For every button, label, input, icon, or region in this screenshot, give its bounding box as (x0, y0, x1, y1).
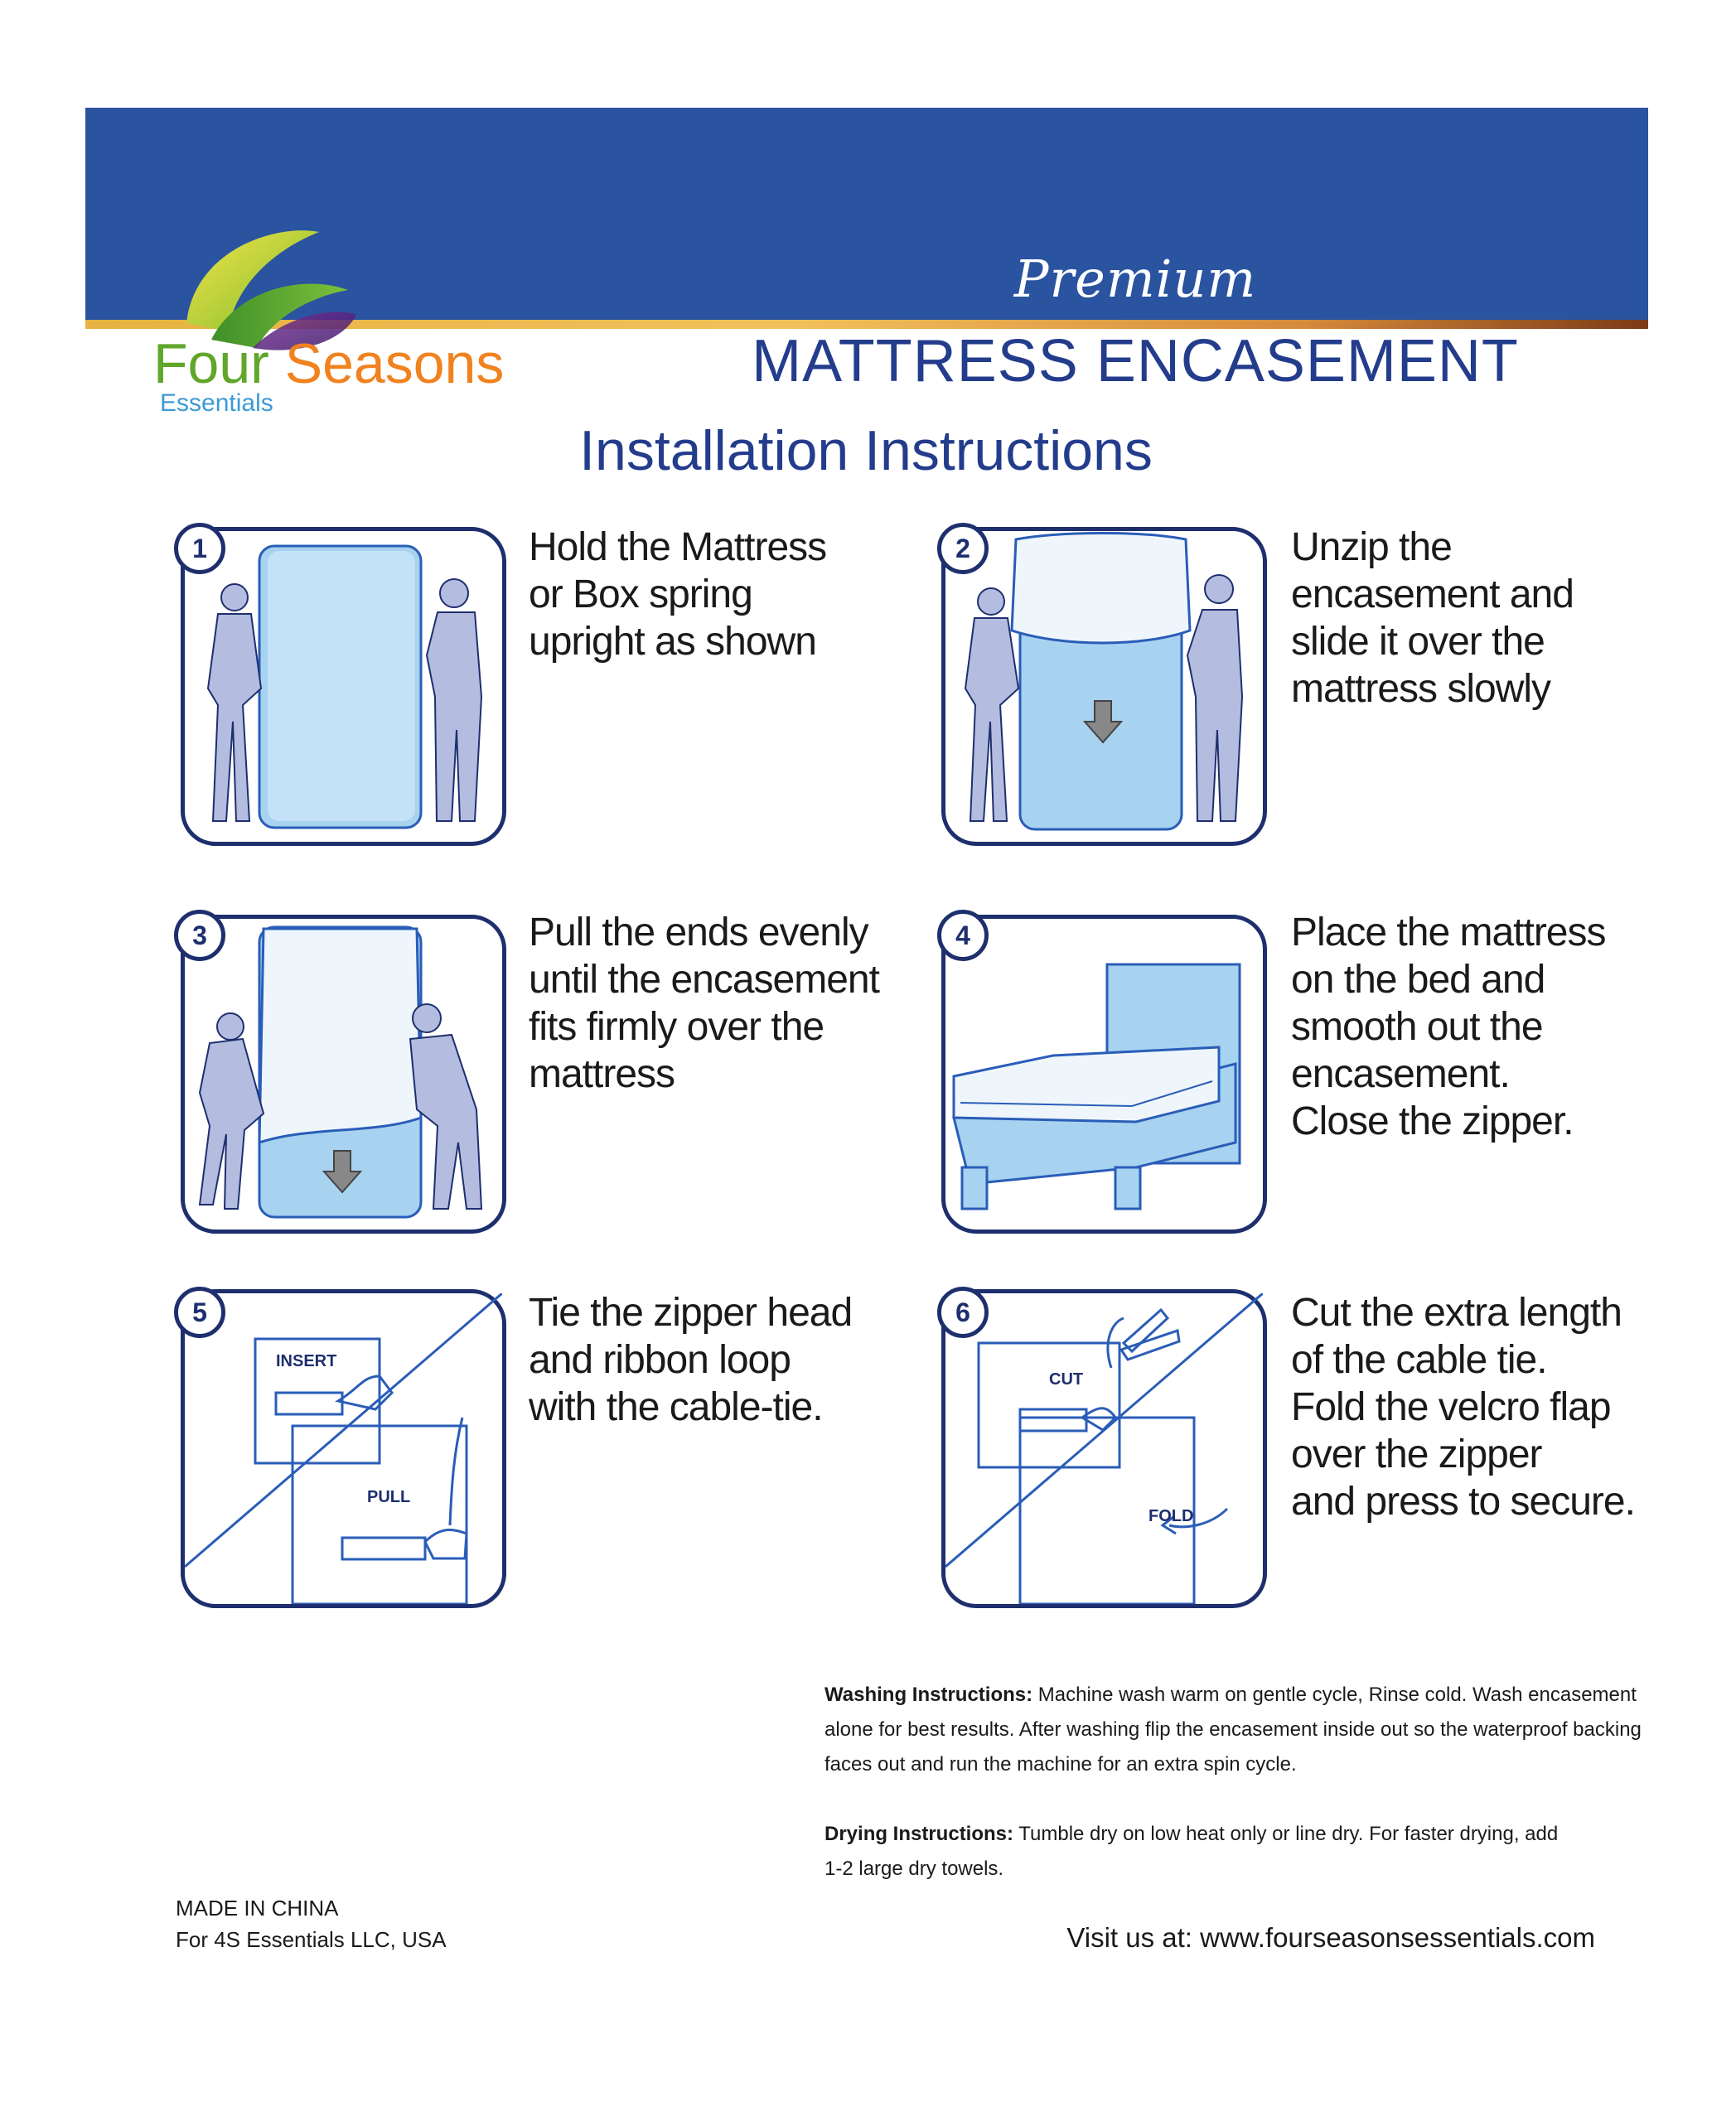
step-2-line-3: slide it over the (1291, 620, 1545, 664)
brand-word-four: Four (153, 332, 269, 395)
zipper-cable-tie-icon (185, 1293, 502, 1604)
step-5-text (529, 1289, 893, 1431)
step-3-number-badge: 3 (174, 910, 225, 961)
washing-line-1 (824, 1678, 1637, 1713)
drying-text-1: Tumble dry on low heat only or line dry. For faster drying, add (1018, 1823, 1559, 1845)
washing-line-2: alone for best results. After washing flip the encasement inside out so the waterproof backing (824, 1718, 1642, 1741)
step-4-line-2: on the bed and (1291, 958, 1545, 1002)
brand-subtitle: Essentials (160, 389, 273, 417)
insert-label: INSERT (276, 1352, 337, 1370)
step-5-line-2: and ribbon loop (529, 1338, 791, 1382)
step-3-line-1: Pull the ends evenly (529, 911, 868, 954)
washing-text-1: Machine wash warm on gentle cycle, Rinse cold. Wash encasement (1037, 1684, 1637, 1706)
brand-word-seasons: Seasons (284, 332, 505, 395)
couple-pulling-encasement-icon (185, 919, 502, 1230)
step-4-line-3: smooth out the (1291, 1005, 1543, 1049)
page-heading: Installation Instructions (579, 419, 1153, 482)
step-1-card (181, 527, 506, 846)
washing-label: Washing Instructions: (824, 1684, 1033, 1706)
step-5-number-badge: 5 (174, 1287, 225, 1338)
brand-logo (153, 215, 526, 423)
step-3-text (529, 909, 893, 1098)
bed-with-mattress-icon (945, 919, 1263, 1230)
washing-instructions (824, 1678, 1642, 1782)
step-3-card (181, 915, 506, 1234)
step-5-card (181, 1289, 506, 1608)
step-2-card (941, 527, 1267, 846)
made-in-label: MADE IN CHINA (176, 1896, 339, 1920)
step-6-card (941, 1289, 1267, 1608)
step-1-line-2: or Box spring (529, 573, 752, 616)
scissors-velcro-flap-icon (945, 1293, 1263, 1604)
step-1-line-3: upright as shown (529, 620, 816, 664)
step-2-line-1: Unzip the (1291, 525, 1452, 569)
drying-label: Drying Instructions: (824, 1823, 1014, 1845)
step-1-line-1: Hold the Mattress (529, 525, 827, 569)
website-link[interactable]: Visit us at: www.fourseasonsessentials.com (1066, 1922, 1595, 1953)
step-2-text (1291, 524, 1656, 713)
step-2-line-4: mattress slowly (1291, 667, 1551, 711)
step-6-line-1: Cut the extra length (1291, 1291, 1622, 1335)
step-4-card (941, 915, 1267, 1234)
step-1-text (529, 524, 893, 665)
step-3-line-4: mattress (529, 1052, 675, 1096)
step-6-number-badge: 6 (937, 1287, 989, 1338)
step-4-line-1: Place the mattress (1291, 911, 1606, 954)
step-6-line-5: and press to secure. (1291, 1480, 1635, 1524)
step-6-line-2: of the cable tie. (1291, 1338, 1547, 1382)
step-6-text (1291, 1289, 1656, 1525)
drying-instructions (824, 1817, 1603, 1887)
product-title: MATTRESS ENCASEMENT (752, 328, 1519, 394)
step-1-number-badge: 1 (174, 523, 225, 574)
step-3-line-2: until the encasement (529, 958, 879, 1002)
drying-line-1 (824, 1817, 1603, 1852)
origin-info (176, 1892, 447, 1955)
brand-wordmark (153, 331, 504, 396)
company-label: For 4S Essentials LLC, USA (176, 1927, 447, 1952)
cut-label: CUT (1049, 1370, 1084, 1389)
couple-holding-mattress-icon (185, 531, 502, 842)
premium-script-label: Premium (1013, 249, 1257, 309)
washing-line-3: faces out and run the machine for an extra spin cycle. (824, 1753, 1297, 1776)
step-5-line-1: Tie the zipper head (529, 1291, 853, 1335)
drying-line-2: 1-2 large dry towels. (824, 1858, 1004, 1880)
step-6-line-4: over the zipper (1291, 1433, 1542, 1476)
step-4-line-4: encasement. (1291, 1052, 1510, 1096)
step-4-text (1291, 909, 1656, 1145)
step-2-number-badge: 2 (937, 523, 989, 574)
step-3-line-3: fits firmly over the (529, 1005, 824, 1049)
step-4-line-5: Close the zipper. (1291, 1099, 1574, 1143)
step-6-line-3: Fold the velcro flap (1291, 1385, 1611, 1429)
fold-label: FOLD (1148, 1507, 1194, 1525)
step-4-number-badge: 4 (937, 910, 989, 961)
pull-label: PULL (367, 1488, 411, 1506)
step-5-line-3: with the cable-tie. (529, 1385, 823, 1429)
step-2-line-2: encasement and (1291, 573, 1574, 616)
couple-sliding-encasement-icon (945, 531, 1263, 842)
